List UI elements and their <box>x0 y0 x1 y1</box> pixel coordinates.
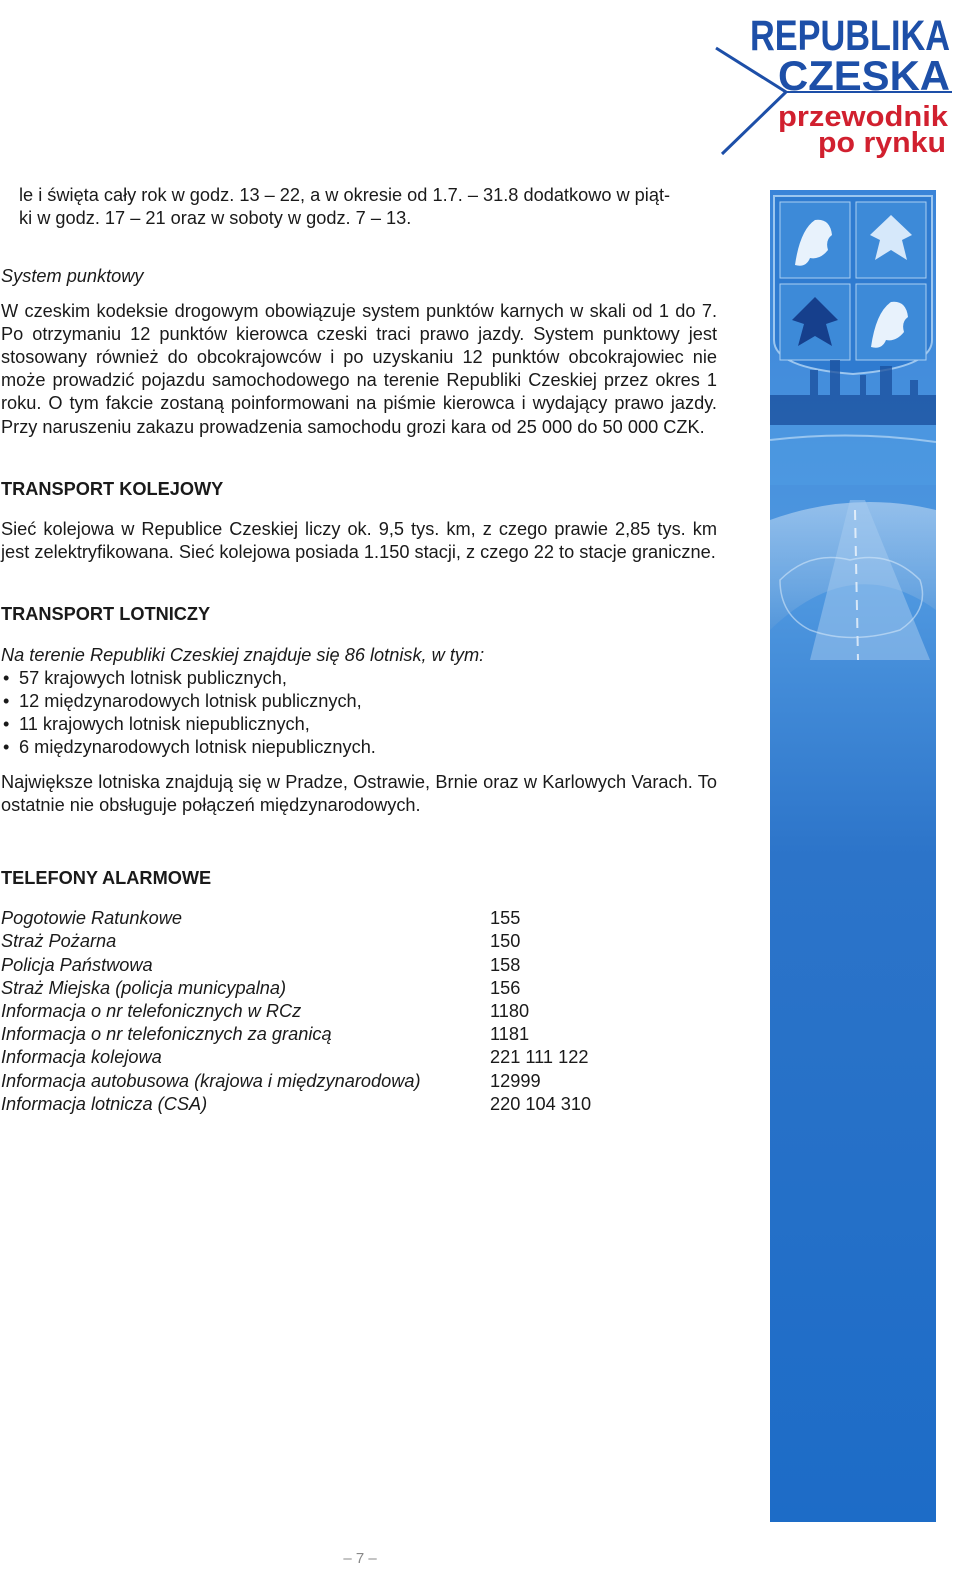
phone-number: 221 111 122 <box>490 1047 589 1068</box>
phone-number: 158 <box>490 954 521 975</box>
air-heading: TRANSPORT LOTNICZY <box>1 604 211 625</box>
logo-line4: po rynku <box>818 127 946 159</box>
table-row <box>1 1046 591 1069</box>
phone-name: Informacja autobusowa (krajowa i międzynarodowa) <box>1 1070 421 1091</box>
list-item: • 12 międzynarodowych lotnisk publicznych, <box>1 690 717 713</box>
logo-line1: REPUBLIKA <box>750 12 950 60</box>
phone-number: 1181 <box>490 1024 530 1045</box>
intro-line1: le i święta cały rok w godz. 13 – 22, a w okresie od 1.7. – 31.8 dodatkowo w piąt- <box>19 185 671 205</box>
phone-number: 220 104 310 <box>490 1093 592 1114</box>
phones-heading: TELEFONY ALARMOWE <box>1 868 212 889</box>
side-banner-graphic <box>770 190 936 1522</box>
phone-name: Straż Pożarna <box>1 931 117 952</box>
phone-name: Informacja o nr telefonicznych za granicą <box>1 1024 332 1045</box>
phone-name: Informacja o nr telefonicznych w RCz <box>1 1001 302 1022</box>
republika-czeska-logo <box>712 4 956 160</box>
phone-name: Informacja lotnicza (CSA) <box>1 1093 208 1114</box>
phone-number: 155 <box>490 908 521 929</box>
phone-number: 1180 <box>490 1001 530 1022</box>
phone-number: 12999 <box>490 1070 541 1091</box>
list-item: • 57 krajowych lotnisk publicznych, <box>1 667 717 690</box>
table-row <box>1 1023 591 1046</box>
table-row <box>1 954 591 977</box>
list-item: • 11 krajowych lotnisk niepublicznych, <box>1 713 717 736</box>
intro-line2: ki w godz. 17 – 21 oraz w soboty w godz. 7 – 13. <box>19 208 412 229</box>
phone-name: Pogotowie Ratunkowe <box>1 908 182 929</box>
table-row <box>1 1070 591 1093</box>
air-intro: Na terenie Republiki Czeskiej znajduje się 86 lotnisk, w tym: <box>1 644 485 665</box>
airport-list <box>1 667 717 760</box>
logo-line2: CZESKA <box>778 52 950 99</box>
table-row <box>1 930 591 953</box>
phone-name: Policja Państwowa <box>1 954 153 975</box>
intro-continuation <box>1 184 717 230</box>
points-system-body: W czeskim kodeksie drogowym obowiązuje system punktów karnych w skali od 1 do 7. Po otrzymaniu 12 punktów kierowca czeski traci prawo jazdy. System punktowy jest stosowany również do obcokrajowców i po uzyskaniu 12 punktów obcokrajowiec nie może prowadzić pojazdu samochodowego na terenie Republiki Czeskiej przez okres 1 roku. O tym fakcie zostaną poinformowani na piśmie kierowca i wydający prawo jazdy. Przy naruszeniu zakazu prowadzenia samochodu grozi kara od 25 000 do 50 000 CZK. <box>1 300 717 437</box>
logo-line3: przewodnik <box>778 101 949 133</box>
coat-of-arms-icon <box>774 196 932 374</box>
logo-graphic <box>712 4 956 160</box>
phones-table <box>1 907 591 1116</box>
rail-body: Sieć kolejowa w Republice Czeskiej liczy ok. 9,5 tys. km, z czego prawie 2,85 tys. km jest zelektryfikowana. Sieć kolejowa posiada 1.150 stacji, z czego 22 to stacje graniczne. <box>1 519 717 563</box>
rail-heading: TRANSPORT KOLEJOWY <box>1 478 224 499</box>
table-row <box>1 907 591 930</box>
air-body: Największe lotniska znajdują się w Pradze, Ostrawie, Brnie oraz w Karlowych Varach. To ostatnie nie obsługuje połączeń międzynarodowych. <box>1 771 717 815</box>
table-row <box>1 1093 591 1116</box>
logo-arrow-lines <box>716 48 786 154</box>
phone-number: 150 <box>490 931 521 952</box>
list-item: • 6 międzynarodowych lotnisk niepublicznych. <box>1 736 717 759</box>
main-text-column <box>1 184 717 1116</box>
table-row <box>1 977 591 1000</box>
page-number: – 7 – <box>343 1550 377 1567</box>
table-row <box>1 1000 591 1023</box>
points-system-title: System punktowy <box>1 266 144 287</box>
side-banner-image <box>770 190 936 1522</box>
phone-name: Informacja kolejowa <box>1 1047 162 1068</box>
phone-name: Straż Miejska (policja municypalna) <box>1 977 287 998</box>
phone-number: 156 <box>490 977 521 998</box>
